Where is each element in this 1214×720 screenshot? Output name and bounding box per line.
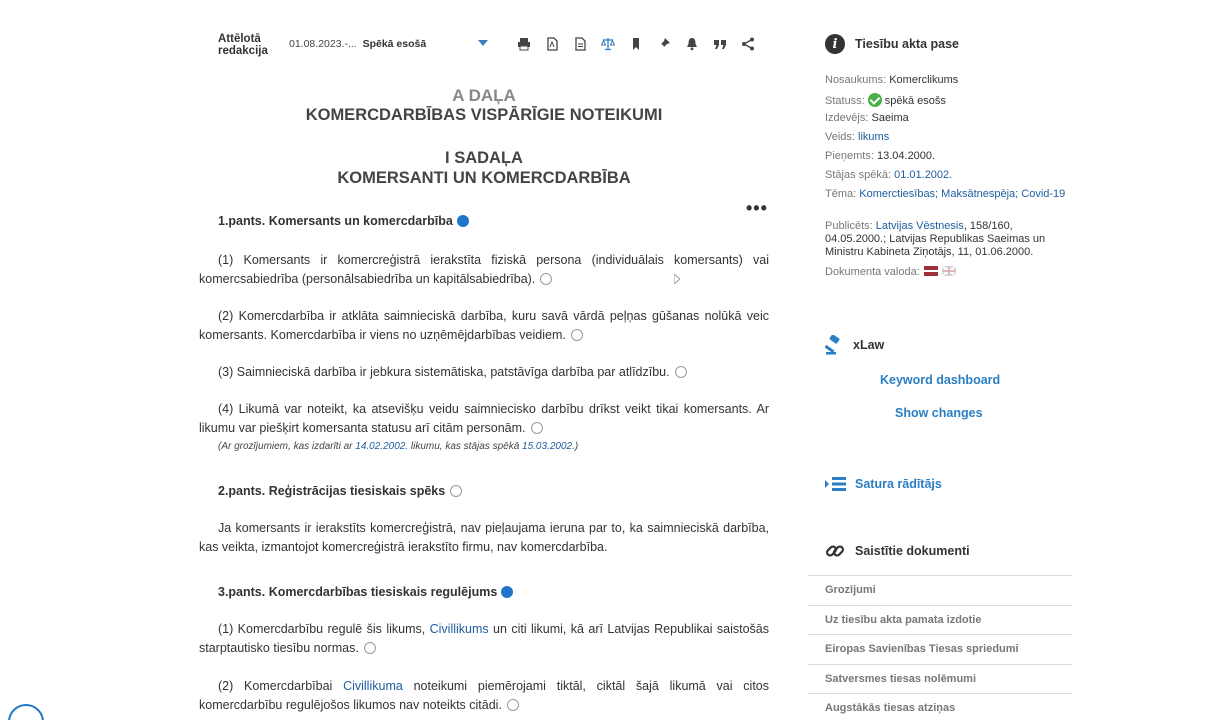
doc-icon[interactable] [566,35,594,53]
share-icon[interactable] [734,35,762,53]
redaction-select[interactable] [289,38,426,50]
related-item-constitutional-court[interactable]: Satversmes tiesas nolēmumi [808,664,1072,694]
section-title: I SADAĻA [445,149,523,167]
redaction-date: 01.08.2023.-... [289,38,357,50]
article-2-paragraph-1: Ja komersants ir ierakstīts komercreģistrā, nav pieļaujama ieruna par to, ka saimnieciskā darbība, kas veikta, izmantojot komercreģistrā ierakstīto firmu, nav komercdarbība. [199,521,769,554]
list-icon [825,476,847,492]
redaction-status: Spēkā esošā [362,38,427,50]
accessibility-icon[interactable] [8,704,44,720]
pin-icon[interactable] [650,35,678,53]
passport-topic-links[interactable]: Komerctiesības; Maksātnespēja; Covid-19 [859,188,1066,200]
redaction-label-line1: Attēlotā [218,33,261,45]
article-1-title[interactable] [218,214,469,228]
chevron-down-icon[interactable] [478,40,488,46]
passport-status [825,93,1070,108]
article-1-paragraph-1 [199,251,769,289]
paragraph-marker-icon[interactable] [540,273,552,285]
redaction-toolbar [218,33,768,59]
passport-issuer [825,112,1070,125]
civillikuma-link[interactable]: Civillikuma [343,679,403,693]
related-item-eu-court[interactable]: Eiropas Savienības Tiesas spriedumi [808,634,1072,664]
redaction-label-line2: redakcija [218,45,268,57]
article-marker-icon[interactable] [457,215,469,227]
passport-type-label: Veids: [825,131,855,143]
passport-adopted-value: 13.04.2000. [876,150,936,162]
passport-status-value: spēkā esošs [884,95,946,107]
passport-name [825,74,1070,87]
amendment-note [218,441,578,452]
scales-icon[interactable] [594,35,622,53]
bell-icon[interactable] [678,35,706,53]
latvian-flag-icon[interactable] [924,266,938,276]
related-item-supreme-court[interactable]: Augstākās tiesas atziņas [808,693,1072,720]
amendment-law-link[interactable]: 14.02.2002. [355,441,409,452]
passport-language [825,266,1070,279]
passport-name-label: Nosaukums: [825,74,887,86]
article-1-paragraph-3-text: (3) Saimnieciskā darbība ir jebkura sistemātiska, patstāvīga darbība par atlīdzību. [218,365,670,379]
latvijas-vestnesis-link[interactable]: Latvijas Vēstnesis [875,220,964,232]
print-icon[interactable] [510,35,538,53]
amendment-effective-link[interactable]: 15.03.2002. [522,441,575,452]
redaction-label [218,33,268,57]
xlaw-header [825,335,884,355]
table-of-contents[interactable] [825,476,942,492]
check-icon [868,93,882,107]
passport-published [825,220,1070,259]
paragraph-marker-icon[interactable] [571,329,583,341]
article-1-paragraph-2-text: (2) Komercdarbība ir atklāta saimnieciskā darbība, kuru savā vārdā peļņas gūšanas nolūkā veic komersants. Komercdarbība ir viens no uzņēmējdarbības veidiem. [199,309,769,342]
part-title: A DAĻA [452,86,516,105]
passport-issuer-value: Saeima [871,112,909,124]
paragraph-marker-icon[interactable] [507,699,519,711]
info-icon: i [825,34,845,54]
passport-topic [825,188,1070,201]
article-1-title-text: 1.pants. Komersants un komercdarbība [218,214,453,228]
article-3-title-text: 3.pants. Komercdarbības tiesiskais regulējums [218,585,498,599]
article-2-title-text: 2.pants. Reģistrācijas tiesiskais spēks [218,484,446,498]
paragraph-marker-icon[interactable] [364,642,376,654]
passport-adopted-label: Pieņemts: [825,150,874,162]
quote-icon[interactable] [706,35,734,53]
passport-effective-label: Stājas spēkā: [825,169,892,181]
toolbar-actions [510,35,762,53]
passport-language-label: Dokumenta valoda: [825,266,920,278]
article-3-paragraph-2-text: (2) Komercdarbībai [218,679,344,693]
passport-name-value: Komerclikums [889,74,959,86]
related-documents-list [808,575,1072,720]
pdf-icon[interactable] [538,35,566,53]
related-item-issued-based[interactable]: Uz tiesību akta pamata izdotie [808,605,1072,635]
passport-adopted [825,150,1070,163]
civillikums-link[interactable]: Civillikums [429,622,489,636]
article-3-title[interactable] [218,585,513,599]
article-1-paragraph-4 [199,400,769,438]
article-3-paragraph-1-text: (1) Komercdarbību regulē šis likums, [218,622,430,636]
show-changes-link[interactable]: Show changes [895,406,983,420]
english-flag-icon[interactable] [942,266,956,276]
related-documents-title: Saistītie dokumenti [855,544,970,558]
passport-effective-link[interactable]: 01.01.2002. [894,169,953,181]
article-3-paragraph-1 [199,620,769,658]
section-subtitle: KOMERSANTI UN KOMERCDARBĪBA [337,169,631,187]
passport-published-value: , 158/160, 04.05.2000.; Latvijas Republikas Saeimas un Ministru Kabineta Ziņotājs, 11, 01.06.2000. [825,220,1046,258]
passport-issuer-label: Izdevējs: [825,112,869,124]
article-3-paragraph-2 [199,677,769,715]
keyword-dashboard-link[interactable]: Keyword dashboard [880,373,1001,387]
more-options-icon[interactable]: ••• [746,198,768,218]
passport-title: Tiesību akta pase [855,37,959,51]
passport-topic-label: Tēma: [825,188,857,200]
article-1-paragraph-2 [199,307,769,345]
xlaw-title: xLaw [853,338,885,352]
mouse-cursor-icon [674,274,680,284]
passport-effective [825,169,1070,182]
article-3-paragraph-1-text-end: un citi likumi, kā arī Latvijas Republikai saistošās starptautisko tiesību normas. [199,622,769,655]
article-2-title[interactable] [218,484,462,498]
amendment-note-suffix: ) [574,441,579,452]
passport-type [825,131,1070,144]
article-1-paragraph-3 [199,363,769,382]
article-marker-icon[interactable] [501,586,513,598]
bookmark-icon[interactable] [622,35,650,53]
paragraph-marker-icon[interactable] [531,422,543,434]
paragraph-marker-icon[interactable] [675,366,687,378]
related-documents-header [825,541,970,561]
article-1-paragraph-1-text: (1) Komersants ir komercreģistrā ierakstīta fiziskā persona (individuālais komersants) vai komercsabiedrība (personālsabiedrība un kapitālsabiedrība). [199,253,769,286]
passport-header [825,34,959,54]
amendment-note-prefix: (Ar grozījumiem, kas izdarīti ar [218,441,356,452]
article-1-paragraph-4-text: (4) Likumā var noteikt, ka atsevišķu veidu saimniecisko darbību drīkst veikt tikai komersants. Ar likumu var piešķirt komersanta statusu arī citām personām. [199,402,769,435]
passport-published-label: Publicēts: [825,220,873,232]
gavel-icon [825,335,845,355]
passport-status-label: Statuss: [825,95,865,107]
link-icon [825,541,845,561]
part-subtitle: KOMERCDARBĪBAS VISPĀRĪGIE NOTEIKUMI [305,106,663,124]
article-3-paragraph-2-text-end: noteikumi piemērojami tiktāl, ciktāl šajā likumā vai citos komercdarbību regulējošos likumos nav noteikts citādi. [199,679,769,712]
passport-type-link[interactable]: likums [858,131,890,143]
table-of-contents-label: Satura rādītājs [855,477,942,491]
related-item-amendments[interactable]: Grozījumi [808,575,1072,605]
article-marker-icon[interactable] [450,485,462,497]
amendment-note-mid: likumu, kas stājas spēkā [408,441,523,452]
